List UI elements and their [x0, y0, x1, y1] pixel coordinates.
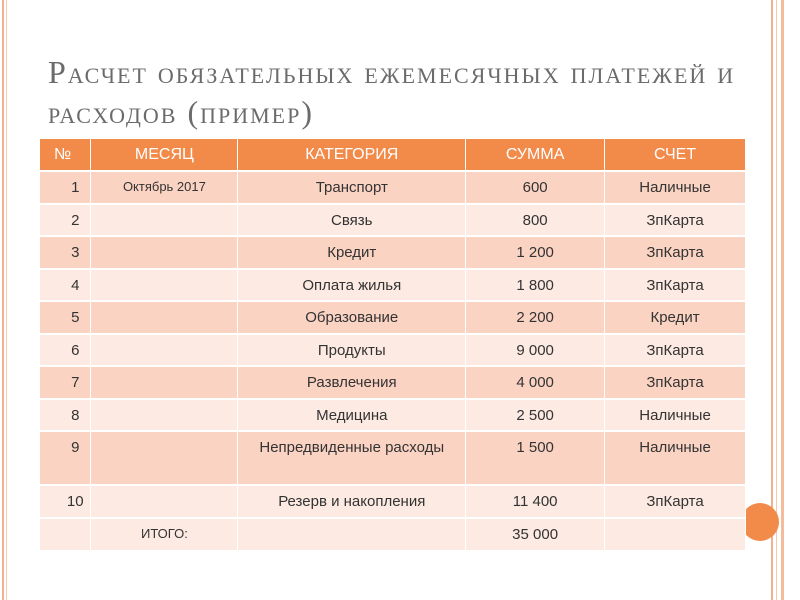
table-row [40, 431, 746, 485]
cell-month [91, 269, 238, 302]
cell-num: 7 [40, 366, 91, 399]
cell-category: Оплата жилья [238, 269, 466, 302]
cell-category: Связь [238, 204, 466, 237]
cell-account: Наличные [605, 399, 746, 432]
cell-month [91, 334, 238, 367]
cell-num: 3 [40, 236, 91, 269]
right-border-line-thin [776, 0, 777, 600]
cell-account: Наличные [605, 431, 746, 485]
cell-account: ЗпКарта [605, 204, 746, 237]
cell-category: Кредит [238, 236, 466, 269]
cell-amount: 1 800 [466, 269, 605, 302]
cell-total-empty [40, 518, 91, 551]
cell-num: 4 [40, 269, 91, 302]
cell-category: Медицина [238, 399, 466, 432]
cell-account: ЗпКарта [605, 485, 746, 518]
table-row [40, 171, 746, 204]
table-row [40, 334, 746, 367]
right-border-line-outer [781, 0, 784, 600]
cell-month [91, 431, 238, 485]
cell-month [91, 366, 238, 399]
cell-account: ЗпКарта [605, 236, 746, 269]
cell-amount: 4 000 [466, 366, 605, 399]
cell-month [91, 204, 238, 237]
header-amount: СУММА [466, 139, 605, 171]
cell-account: ЗпКарта [605, 366, 746, 399]
cell-category: Резерв и накопления [238, 485, 466, 518]
table-total-row [40, 518, 746, 551]
cell-category: Образование [238, 301, 466, 334]
accent-circle [741, 503, 779, 541]
cell-account: Кредит [605, 301, 746, 334]
cell-month: Октябрь 2017 [91, 171, 238, 204]
cell-num: 1 [40, 171, 91, 204]
cell-amount: 11 400 [466, 485, 605, 518]
cell-amount: 2 500 [466, 399, 605, 432]
cell-num: 9 [40, 431, 91, 485]
table-row [40, 366, 746, 399]
cell-account: ЗпКарта [605, 269, 746, 302]
total-amount: 35 000 [466, 518, 605, 551]
table-row [40, 399, 746, 432]
cell-total-empty [605, 518, 746, 551]
cell-category: Развлечения [238, 366, 466, 399]
cell-num: 10 [40, 485, 91, 518]
header-account: СЧЕТ [605, 139, 746, 171]
cell-num: 6 [40, 334, 91, 367]
table-row [40, 204, 746, 237]
table-row [40, 301, 746, 334]
cell-num: 2 [40, 204, 91, 237]
cell-amount: 1 500 [466, 431, 605, 485]
left-border-line [2, 0, 4, 600]
cell-num: 8 [40, 399, 91, 432]
cell-amount: 800 [466, 204, 605, 237]
cell-amount: 9 000 [466, 334, 605, 367]
cell-amount: 2 200 [466, 301, 605, 334]
cell-month [91, 485, 238, 518]
table-header-row [40, 139, 746, 171]
cell-month [91, 236, 238, 269]
cell-amount: 600 [466, 171, 605, 204]
cell-num: 5 [40, 301, 91, 334]
header-category: КАТЕГОРИЯ [238, 139, 466, 171]
cell-month [91, 399, 238, 432]
table-row [40, 269, 746, 302]
payments-table [40, 139, 746, 550]
header-month: МЕСЯЦ [91, 139, 238, 171]
cell-account: ЗпКарта [605, 334, 746, 367]
cell-amount: 1 200 [466, 236, 605, 269]
cell-category: Продукты [238, 334, 466, 367]
table-row [40, 236, 746, 269]
table-row [40, 485, 746, 518]
left-border-line-thin [6, 0, 7, 600]
cell-category: Транспорт [238, 171, 466, 204]
cell-month [91, 301, 238, 334]
slide-title: Расчет обязательных ежемесячных платежей и расходов (пример) [48, 54, 736, 130]
header-num: № [40, 139, 91, 171]
total-label: ИТОГО: [91, 518, 238, 551]
cell-category: Непредвиденные расходы [238, 431, 466, 485]
cell-account: Наличные [605, 171, 746, 204]
cell-total-empty [238, 518, 466, 551]
